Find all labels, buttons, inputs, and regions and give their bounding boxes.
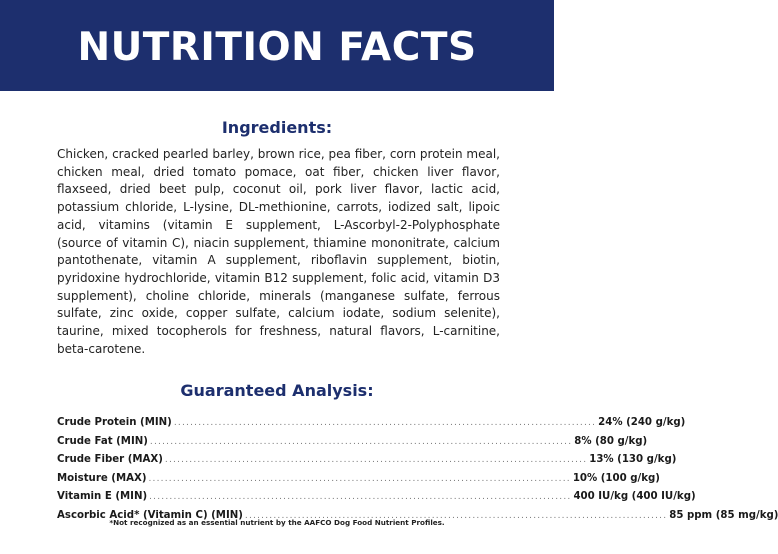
analysis-label: Moisture (MAX) xyxy=(57,472,147,484)
analysis-value: 85 ppm (85 mg/kg) xyxy=(669,509,778,521)
ingredients-heading: Ingredients: xyxy=(221,118,333,137)
analysis-value: 24% (240 g/kg) xyxy=(598,417,686,429)
analysis-value: 400 IU/kg (400 IU/kg) xyxy=(573,491,696,503)
dot-leader: ........................................................................................................ xyxy=(149,436,573,447)
analysis-label: Ascorbic Acid* (Vitamin C) (MIN) xyxy=(57,509,243,521)
analysis-label: Crude Fiber (MAX) xyxy=(57,454,163,466)
analysis-row xyxy=(57,417,686,436)
dot-leader: ........................................................................................................ xyxy=(149,492,572,503)
analysis-value: 8% (80 g/kg) xyxy=(574,435,648,447)
dot-leader: ........................................................................................................ xyxy=(244,510,668,521)
header-banner xyxy=(0,0,554,91)
analysis-label: Vitamin E (MIN) xyxy=(57,491,148,503)
analysis-label: Crude Protein (MIN) xyxy=(57,417,172,429)
analysis-row xyxy=(57,454,677,473)
analysis-row xyxy=(57,435,648,455)
analysis-row xyxy=(57,472,660,492)
guaranteed-analysis-table xyxy=(57,417,778,528)
dot-leader: ........................................................................................................ xyxy=(148,473,571,484)
analysis-row xyxy=(57,491,696,510)
dot-leader: ........................................................................................................ xyxy=(173,418,597,429)
analysis-value: 13% (130 g/kg) xyxy=(589,454,677,466)
analysis-value: 10% (100 g/kg) xyxy=(572,472,660,484)
analysis-label: Crude Fat (MIN) xyxy=(57,435,148,447)
ingredients-text: Chicken, cracked pearled barley, brown rice, pea fiber, corn protein meal, chicken meal, dried tomato pomace, oat fiber, chicken liver flavor, flaxseed, dried beet pulp, coconut oil, pork liver flavor, lactic acid, potassium chloride, L-lysine, DL-methionine, carrots, iodized salt, lipoic acid, vitamins (vitamin E supplement, L-Ascorbyl-2-Polyphosphate (source of vitamin C), niacin supplement, thiamine mononitrate, calcium pantothenate, vitamin A supplement, riboflavin supplement, biotin, pyridoxine hydrochloride, vitamin B12 supplement, folic acid, vitamin D3 supplement), choline chloride, minerals (manganese sulfate, ferrous sulfate, zinc oxide, copper sulfate, calcium iodate, sodium selenite), taurine, mixed tocopherols for freshness, natural flavors, L-carnitine, beta-carotene. xyxy=(57,147,500,356)
footnote: *Not recognized as an essential nutrient by the AAFCO Dog Food Nutrient Profiles. xyxy=(109,518,445,527)
page-title: NUTRITION FACTS xyxy=(77,25,477,70)
dot-leader: ........................................................................................................ xyxy=(164,455,588,466)
guaranteed-analysis-heading: Guaranteed Analysis: xyxy=(180,381,374,401)
